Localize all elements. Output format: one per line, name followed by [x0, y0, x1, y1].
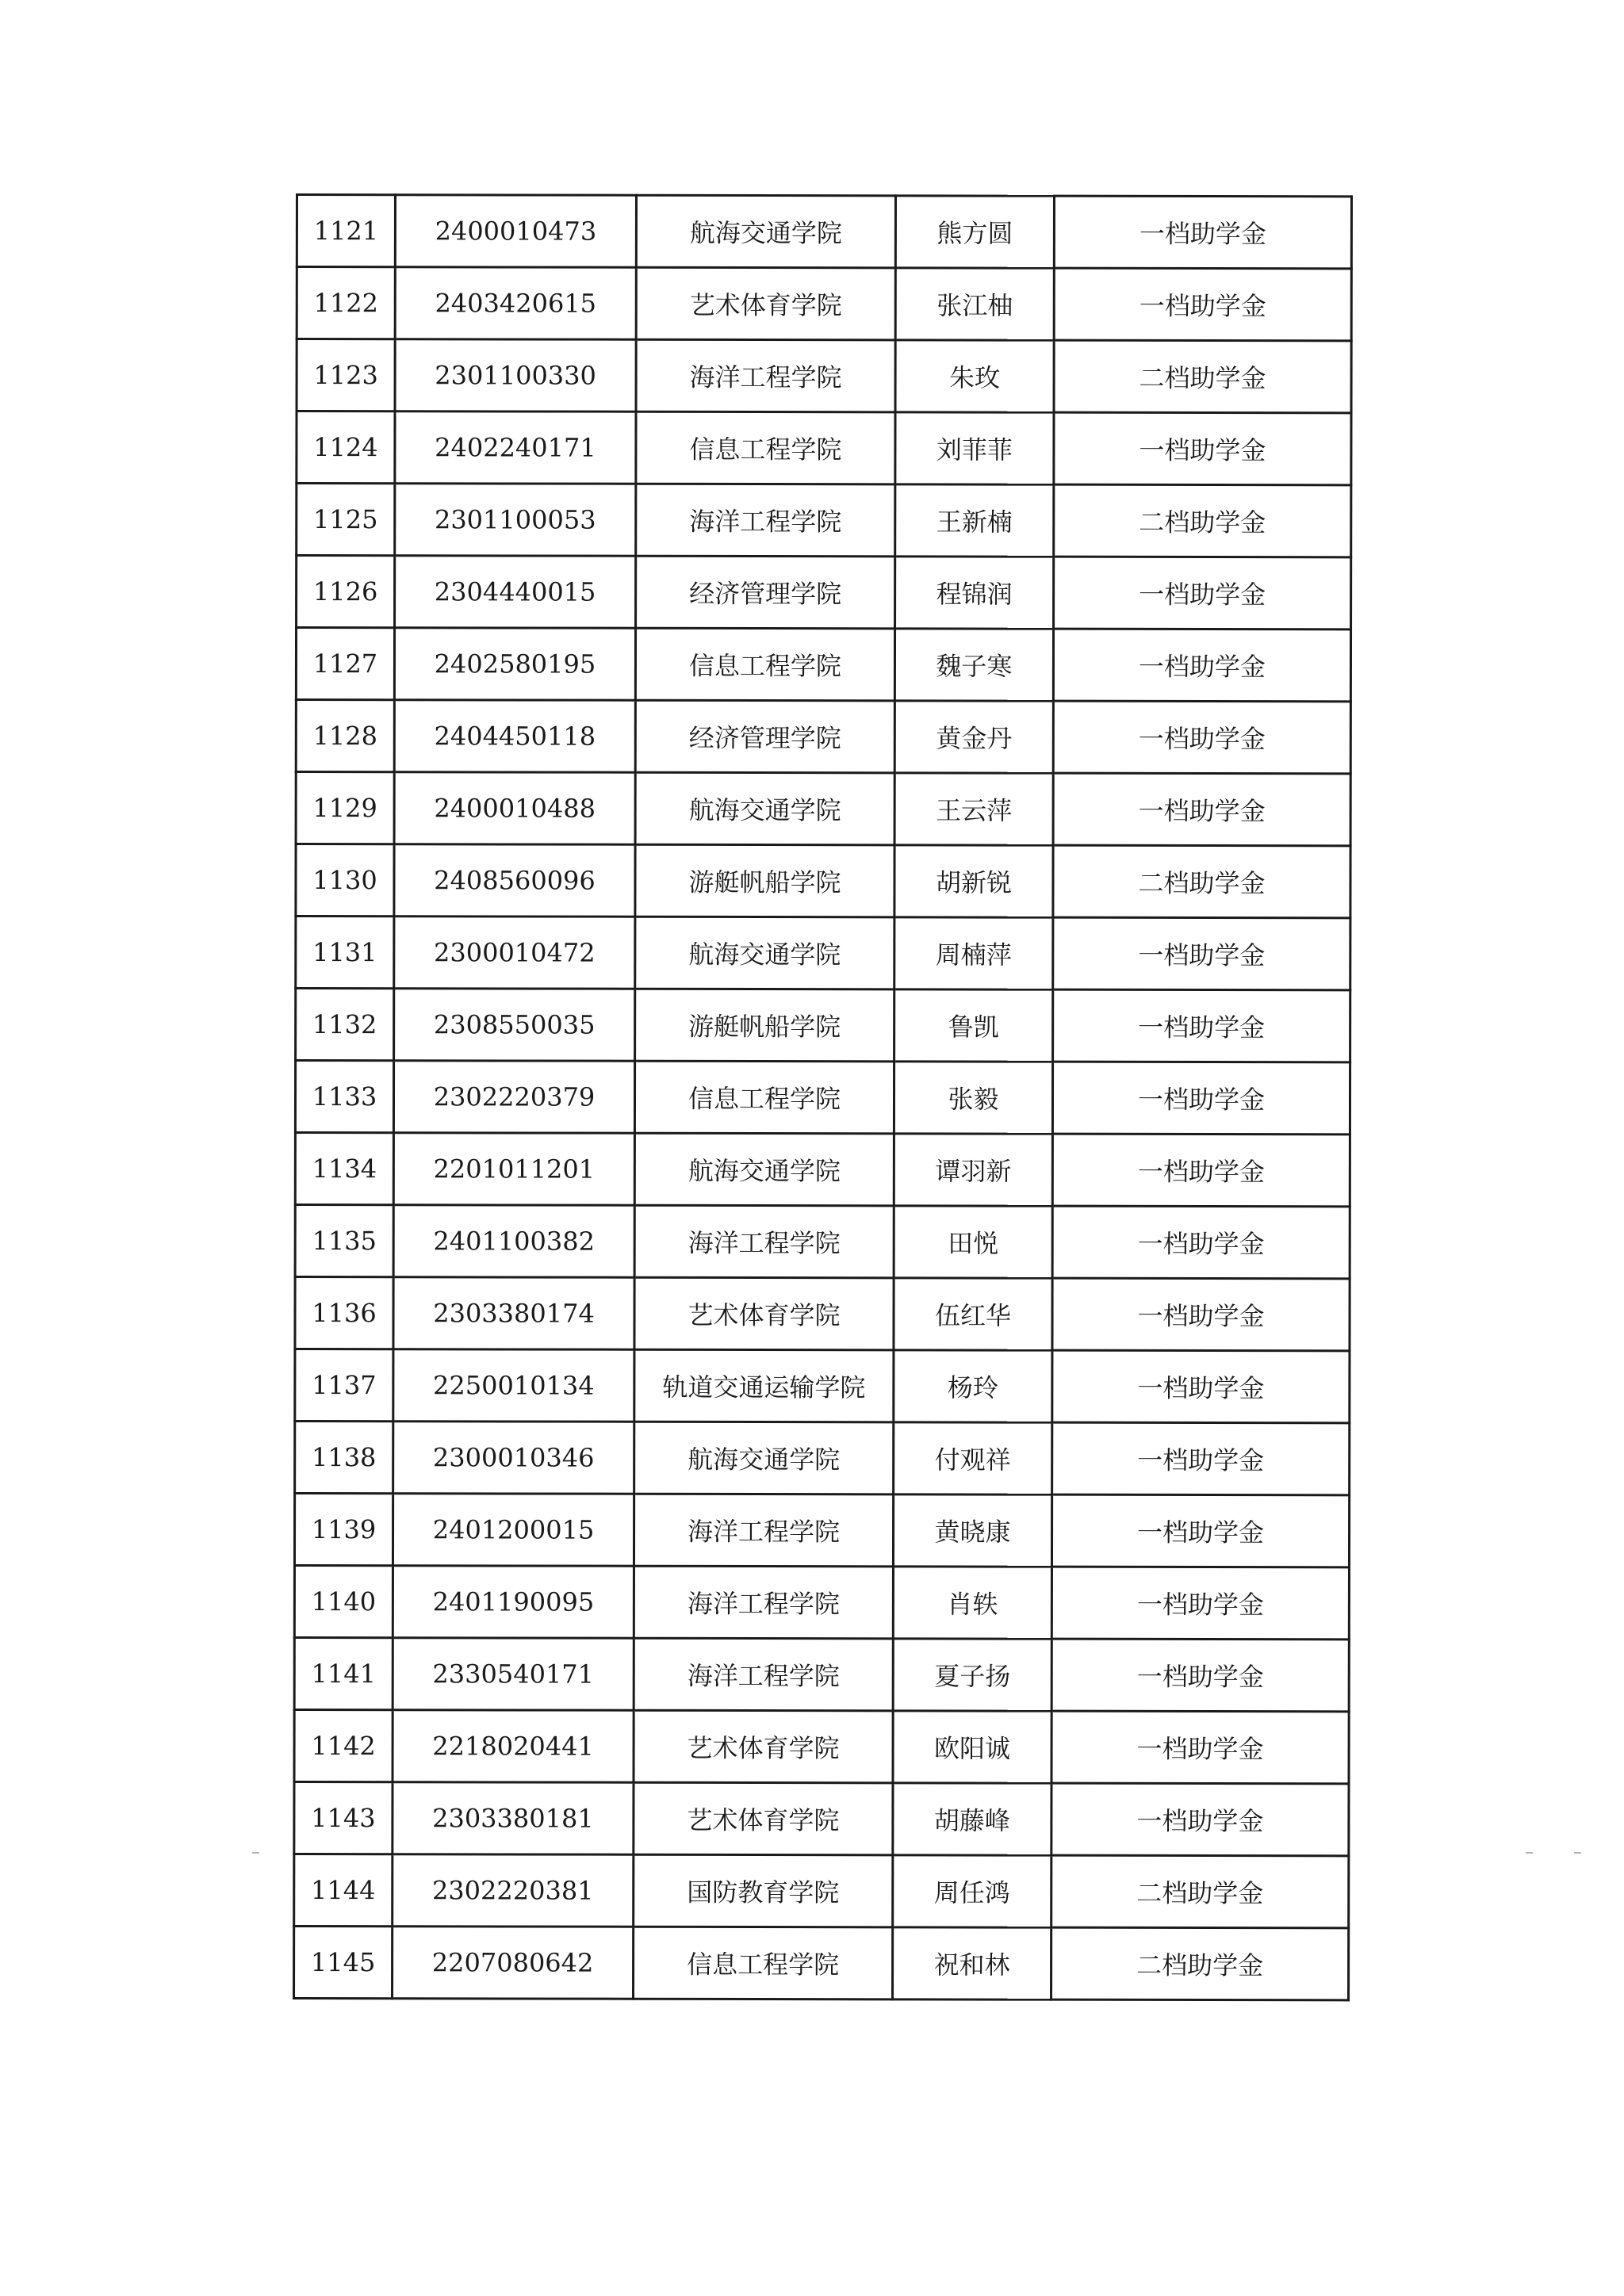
name-cell: 肖轶	[893, 1567, 1051, 1639]
student-id-cell: 2304440015	[395, 556, 636, 629]
seq-cell: 1121	[297, 195, 395, 267]
student-id-cell: 2400010488	[394, 772, 635, 845]
name-cell: 胡藤峰	[893, 1783, 1051, 1855]
left-scan-mark	[252, 1852, 259, 1854]
grade-cell: 一档助学金	[1053, 629, 1350, 702]
student-id-cell: 2401200015	[393, 1494, 634, 1567]
student-id-cell: 2401100382	[393, 1205, 634, 1278]
college-cell: 信息工程学院	[636, 411, 895, 484]
grade-cell: 一档助学金	[1052, 1134, 1350, 1207]
table-row	[294, 1637, 1349, 1711]
seq-cell: 1131	[296, 916, 394, 989]
right-scan-mark	[1526, 1852, 1533, 1854]
student-id-cell: 2218020441	[393, 1710, 634, 1783]
table-body	[294, 195, 1352, 2000]
student-id-cell: 2302220379	[393, 1061, 634, 1134]
table-row	[296, 989, 1350, 1062]
name-cell: 夏子扬	[893, 1639, 1051, 1711]
college-cell: 航海交通学院	[635, 916, 894, 989]
table-row	[296, 700, 1350, 774]
name-cell: 谭羽新	[894, 1134, 1052, 1206]
seq-cell: 1126	[297, 556, 395, 628]
name-cell: 伍红华	[894, 1278, 1052, 1350]
name-cell: 魏子寒	[894, 629, 1053, 701]
student-id-cell: 2250010134	[393, 1349, 634, 1422]
college-cell: 艺术体育学院	[634, 1710, 893, 1783]
name-cell: 刘菲菲	[895, 412, 1054, 484]
name-cell: 黄晓康	[893, 1494, 1051, 1567]
seq-cell: 1129	[296, 772, 394, 844]
college-cell: 游艇帆船学院	[635, 989, 894, 1062]
table-row	[297, 556, 1351, 629]
college-cell: 海洋工程学院	[634, 1205, 894, 1278]
table-row	[295, 1205, 1350, 1279]
college-cell: 海洋工程学院	[634, 1566, 893, 1639]
table-row	[294, 1926, 1349, 1999]
seq-cell: 1125	[297, 484, 395, 556]
grade-cell: 一档助学金	[1052, 1278, 1350, 1351]
seq-cell: 1136	[295, 1277, 393, 1349]
seq-cell: 1135	[295, 1205, 393, 1277]
grade-cell: 一档助学金	[1053, 773, 1350, 846]
seq-cell: 1134	[295, 1133, 393, 1205]
table-row	[294, 1709, 1349, 1783]
name-cell: 付观祥	[894, 1422, 1052, 1494]
seq-cell: 1139	[294, 1494, 393, 1566]
seq-cell: 1132	[296, 989, 394, 1061]
name-cell: 胡新锐	[894, 845, 1053, 917]
table-row	[294, 1854, 1349, 1927]
student-id-cell: 2303380174	[393, 1277, 634, 1350]
student-id-cell: 2301100053	[395, 484, 636, 557]
seq-cell: 1142	[294, 1709, 393, 1781]
grade-cell: 二档助学金	[1053, 845, 1350, 918]
name-cell: 王新楠	[895, 484, 1054, 557]
name-cell: 黄金丹	[894, 701, 1053, 773]
seq-cell: 1127	[296, 628, 394, 700]
student-id-cell: 2201011201	[393, 1133, 634, 1206]
seq-cell: 1140	[294, 1566, 393, 1638]
grade-cell: 一档助学金	[1051, 1494, 1349, 1567]
student-id-cell: 2302220381	[393, 1854, 634, 1927]
seq-cell: 1122	[297, 267, 395, 339]
student-id-cell: 2207080642	[393, 1927, 634, 1999]
grade-cell: 一档助学金	[1052, 1350, 1350, 1423]
right-scan-mark	[1574, 1852, 1581, 1854]
table-row	[295, 1061, 1350, 1135]
table-row	[297, 339, 1351, 413]
college-cell: 信息工程学院	[634, 1927, 893, 1999]
college-cell: 经济管理学院	[636, 556, 895, 629]
table-row	[296, 628, 1350, 702]
name-cell: 杨玲	[894, 1350, 1052, 1422]
grade-cell: 一档助学金	[1052, 1062, 1350, 1135]
student-id-cell: 2401190095	[393, 1566, 634, 1639]
name-cell: 熊方圆	[895, 196, 1054, 268]
college-cell: 海洋工程学院	[636, 339, 895, 412]
grade-cell: 一档助学金	[1053, 917, 1350, 990]
table-row	[295, 1349, 1350, 1423]
grade-cell: 二档助学金	[1054, 484, 1351, 557]
seq-cell: 1144	[294, 1854, 393, 1926]
seq-cell: 1128	[296, 700, 394, 772]
college-cell: 艺术体育学院	[634, 1782, 893, 1855]
student-id-cell: 2301100330	[395, 339, 636, 412]
name-cell: 田悦	[894, 1206, 1052, 1278]
grade-cell: 一档助学金	[1054, 557, 1351, 629]
name-cell: 欧阳诚	[893, 1711, 1051, 1783]
grade-cell: 一档助学金	[1052, 1422, 1350, 1495]
grade-cell: 一档助学金	[1054, 412, 1351, 485]
college-cell: 海洋工程学院	[636, 484, 895, 557]
name-cell: 张毅	[894, 1062, 1052, 1134]
grade-cell: 一档助学金	[1051, 1567, 1349, 1640]
college-cell: 信息工程学院	[635, 628, 894, 701]
name-cell: 祝和林	[893, 1927, 1051, 1999]
grade-cell: 一档助学金	[1053, 701, 1350, 774]
seq-cell: 1138	[295, 1422, 393, 1494]
name-cell: 王云萍	[894, 773, 1053, 845]
college-cell: 经济管理学院	[635, 700, 894, 773]
name-cell: 周任鸿	[893, 1855, 1051, 1927]
grade-cell: 二档助学金	[1054, 340, 1351, 413]
grade-cell: 一档助学金	[1051, 1711, 1349, 1784]
college-cell: 航海交通学院	[636, 195, 895, 268]
seq-cell: 1145	[294, 1926, 393, 1998]
college-cell: 轨道交通运输学院	[634, 1349, 894, 1422]
student-id-cell: 2300010472	[394, 916, 635, 989]
student-id-cell: 2402240171	[395, 411, 636, 484]
student-id-cell: 2408560096	[394, 844, 635, 917]
grade-cell: 一档助学金	[1054, 196, 1351, 269]
seq-cell: 1124	[297, 411, 395, 484]
grant-recipient-table	[293, 193, 1353, 2001]
table-row	[297, 484, 1351, 557]
grade-cell: 一档助学金	[1051, 1783, 1349, 1856]
college-cell: 航海交通学院	[634, 1422, 894, 1494]
college-cell: 艺术体育学院	[634, 1277, 894, 1350]
student-id-cell: 2402580195	[394, 628, 635, 701]
grade-cell: 一档助学金	[1051, 1639, 1349, 1712]
seq-cell: 1137	[295, 1349, 393, 1422]
student-id-cell: 2400010473	[395, 195, 636, 268]
student-id-cell: 2303380181	[393, 1782, 634, 1855]
table-row	[295, 1133, 1350, 1207]
college-cell: 国防教育学院	[634, 1854, 893, 1927]
student-id-cell: 2300010346	[393, 1422, 634, 1494]
student-id-cell: 2330540171	[393, 1638, 634, 1711]
table-row	[296, 772, 1350, 846]
seq-cell: 1130	[296, 844, 394, 916]
seq-cell: 1141	[294, 1637, 393, 1709]
name-cell: 朱玫	[895, 340, 1054, 412]
grade-cell: 一档助学金	[1052, 1206, 1350, 1279]
college-cell: 游艇帆船学院	[635, 844, 894, 917]
table-row	[297, 195, 1351, 269]
table-row	[294, 1781, 1349, 1855]
college-cell: 航海交通学院	[635, 772, 894, 845]
table-row	[295, 1277, 1350, 1351]
college-cell: 信息工程学院	[634, 1061, 894, 1134]
seq-cell: 1123	[297, 339, 395, 411]
college-cell: 海洋工程学院	[634, 1494, 893, 1567]
table-row	[295, 1422, 1350, 1495]
student-id-cell: 2403420615	[395, 267, 636, 340]
student-id-cell: 2404450118	[394, 700, 635, 773]
student-id-cell: 2308550035	[394, 989, 635, 1062]
name-cell: 周楠萍	[894, 917, 1053, 989]
college-cell: 海洋工程学院	[634, 1638, 893, 1711]
name-cell: 程锦润	[895, 557, 1054, 629]
table-row	[297, 411, 1351, 485]
name-cell: 鲁凯	[894, 989, 1053, 1062]
table-row	[297, 267, 1351, 341]
grade-cell: 二档助学金	[1051, 1927, 1349, 2000]
grade-cell: 一档助学金	[1053, 989, 1350, 1062]
table-row	[296, 844, 1350, 918]
table-row	[296, 916, 1350, 990]
table-row	[294, 1494, 1349, 1567]
grade-cell: 一档助学金	[1054, 268, 1351, 341]
seq-cell: 1143	[294, 1781, 393, 1854]
college-cell: 航海交通学院	[634, 1133, 894, 1206]
seq-cell: 1133	[295, 1061, 393, 1133]
grade-cell: 二档助学金	[1051, 1855, 1349, 1928]
name-cell: 张江柚	[895, 268, 1054, 340]
table-row	[294, 1566, 1349, 1640]
college-cell: 艺术体育学院	[636, 267, 895, 340]
